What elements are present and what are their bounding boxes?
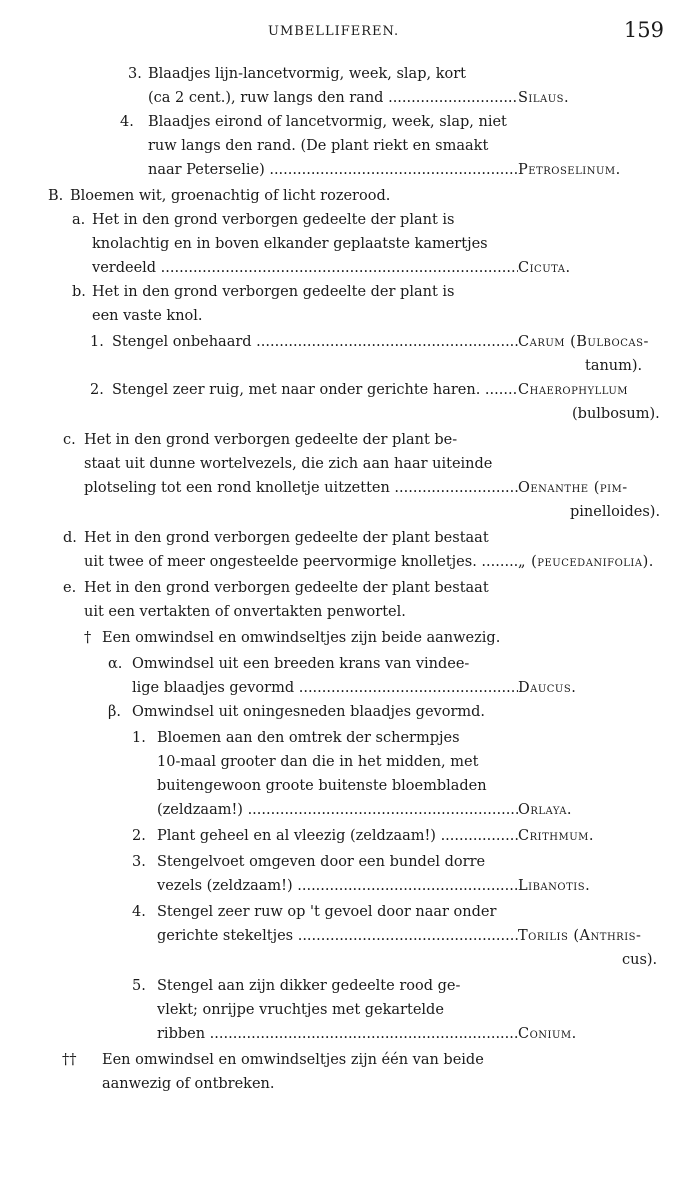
genus-name: Conium. <box>518 1026 577 1042</box>
key-line-text: Het in den grond verborgen gedeelte der plant be- <box>84 432 458 448</box>
genus-name: Oenanthe (pim- <box>518 480 628 496</box>
key-line-text-wrap <box>84 476 518 500</box>
key-line <box>0 600 678 624</box>
dot-leader <box>265 162 518 178</box>
genus-name: Cicuta. <box>518 260 571 276</box>
key-line <box>0 184 678 208</box>
key-line <box>0 774 678 798</box>
key-line <box>0 280 678 304</box>
key-item-label: α. <box>108 656 123 672</box>
key-line <box>0 700 678 724</box>
key-line-text-wrap <box>157 774 525 798</box>
key-item-label: 2. <box>132 828 146 844</box>
genus-name: Petroselinum. <box>518 162 621 178</box>
genus-continuation: (bulbosum). <box>572 406 660 422</box>
key-line <box>0 378 678 402</box>
key-line <box>0 256 678 280</box>
key-line-text: verdeeld <box>92 260 157 276</box>
key-item-label: 5. <box>132 978 146 994</box>
key-line <box>0 110 678 134</box>
key-line <box>0 998 678 1022</box>
key-line-text-wrap <box>92 304 525 328</box>
key-line-text: vlekt; onrijpe vruchtjes met gekartelde <box>157 1002 444 1018</box>
dot-leader <box>477 554 518 570</box>
key-line-text: Omwindsel uit oningesneden blaadjes gevormd. <box>132 704 486 720</box>
key-line-text: 10-maal grooter dan die in het midden, met <box>157 754 479 770</box>
key-line-text-wrap <box>102 626 525 650</box>
key-line-text-wrap <box>148 62 525 86</box>
key-line <box>0 402 678 426</box>
key-item-label: 1. <box>90 334 104 350</box>
key-line-text: Stengel onbehaard <box>112 334 252 350</box>
key-line <box>0 626 678 650</box>
key-line-text: uit twee of meer ongesteelde peervormige knolletjes. <box>84 554 477 570</box>
key-line <box>0 452 678 476</box>
key-item-label: †† <box>62 1052 77 1068</box>
key-line-text-wrap <box>157 974 525 998</box>
key-item-label: 3. <box>132 854 146 870</box>
key-line-text: ruw langs den rand. (De plant riekt en smaakt <box>148 138 489 154</box>
key-line-text-wrap <box>92 232 525 256</box>
dot-leader <box>294 680 518 696</box>
page-number: 159 <box>623 18 664 42</box>
key-line-text-wrap <box>84 600 525 624</box>
genus-continuation: cus). <box>622 952 658 968</box>
key-line <box>0 500 678 524</box>
key-line-text-wrap <box>92 280 525 304</box>
key-line-text-wrap <box>148 110 525 134</box>
key-line <box>0 974 678 998</box>
key-line-text-wrap <box>132 676 518 700</box>
running-title: UMBELLIFEREN. <box>268 24 400 39</box>
genus-name: Chaerophyllum <box>518 382 629 398</box>
key-line-text: Een omwindsel en omwindseltjes zijn één van beide <box>102 1052 484 1068</box>
genus-continuation: tanum). <box>585 358 643 374</box>
key-line-text-wrap <box>84 526 525 550</box>
key-line-text-wrap <box>84 550 518 574</box>
dot-leader <box>293 928 518 944</box>
key-line-text-wrap <box>92 208 525 232</box>
key-line-text-wrap <box>157 798 518 822</box>
key-line <box>0 476 678 500</box>
key-line <box>0 1072 678 1096</box>
key-line-text-wrap <box>157 750 525 774</box>
key-line-text-wrap <box>102 1048 525 1072</box>
genus-name: Orlaya. <box>518 802 573 818</box>
key-line <box>0 134 678 158</box>
key-line-text: Het in den grond verborgen gedeelte der plant bestaat <box>84 580 489 596</box>
key-item-label: a. <box>72 212 86 228</box>
key-line-text-wrap <box>157 998 525 1022</box>
key-line-text: Blaadjes eirond of lancetvormig, week, slap, niet <box>148 114 507 130</box>
key-line <box>0 924 678 948</box>
key-line <box>0 576 678 600</box>
key-line-text: vezels (zeldzaam!) <box>157 878 293 894</box>
key-line-text-wrap <box>70 184 440 208</box>
key-line-text: Het in den grond verborgen gedeelte der plant is <box>92 212 455 228</box>
dot-leader <box>390 480 518 496</box>
key-item-label: b. <box>72 284 86 300</box>
key-line-text: plotseling tot een rond knolletje uitzetten <box>84 480 390 496</box>
key-line-text: gerichte stekeltjes <box>157 928 294 944</box>
key-line <box>0 798 678 822</box>
dot-leader <box>252 334 518 350</box>
genus-name: Torilis (Anthris- <box>518 928 642 944</box>
key-line-text-wrap <box>157 924 518 948</box>
key-line <box>0 428 678 452</box>
key-line <box>0 86 678 110</box>
key-line <box>0 1048 678 1072</box>
key-line-text-wrap <box>102 1072 525 1096</box>
key-line-text-wrap <box>84 576 525 600</box>
dot-leader <box>480 382 518 398</box>
key-line-text: uit een vertakten of onvertakten penwortel. <box>84 604 406 620</box>
key-item-label: 1. <box>132 730 146 746</box>
genus-name: Crithmum. <box>518 828 594 844</box>
key-line-text-wrap <box>148 134 525 158</box>
key-line-text: staat uit dunne wortelvezels, die zich aan haar uiteinde <box>84 456 493 472</box>
genus-name: Carum (Bulbocas- <box>518 334 649 350</box>
key-line-text: buitengewoon groote buitenste bloembladen <box>157 778 487 794</box>
key-line <box>0 62 678 86</box>
key-item-label: 3. <box>128 66 142 82</box>
key-item-label: B. <box>48 188 64 204</box>
key-line-text: een vaste knol. <box>92 308 203 324</box>
key-line-text-wrap <box>157 824 518 848</box>
key-line <box>0 726 678 750</box>
genus-continuation: pinelloides). <box>570 504 661 520</box>
dot-leader <box>383 90 518 106</box>
key-item-label: 2. <box>90 382 104 398</box>
key-line-text: Het in den grond verborgen gedeelte der plant bestaat <box>84 530 489 546</box>
key-line <box>0 208 678 232</box>
key-line <box>0 874 678 898</box>
key-line-text-wrap <box>157 1022 518 1046</box>
key-line-text: (zeldzaam!) <box>157 802 243 818</box>
key-line <box>0 354 678 378</box>
key-item-label: 4. <box>120 114 134 130</box>
key-line <box>0 330 678 354</box>
key-line-text: Een omwindsel en omwindseltjes zijn beide aanwezig. <box>102 630 501 646</box>
genus-name: Silaus. <box>518 90 570 106</box>
key-line-text: knolachtig en in boven elkander geplaatste kamertjes <box>92 236 488 252</box>
key-line-text-wrap <box>84 452 525 476</box>
key-line-text: Bloemen aan den omtrek der schermpjes <box>157 730 460 746</box>
dot-leader <box>205 1026 518 1042</box>
key-line <box>0 304 678 328</box>
key-line <box>0 676 678 700</box>
key-line-text: Plant geheel en al vleezig (zeldzaam!) <box>157 828 436 844</box>
key-line-text-wrap <box>84 428 525 452</box>
key-line <box>0 948 678 972</box>
dot-leader <box>293 878 518 894</box>
genus-name: Libanotis. <box>518 878 591 894</box>
key-item-label: d. <box>63 530 77 546</box>
page-header <box>0 18 678 48</box>
key-item-label: 4. <box>132 904 146 920</box>
key-line-text-wrap <box>148 158 518 182</box>
key-line-text: Bloemen wit, groenachtig of licht rozerood. <box>70 188 391 204</box>
key-line-text: Omwindsel uit een breeden krans van vindee- <box>132 656 470 672</box>
key-line-text-wrap <box>157 850 525 874</box>
genus-name: „ (peucedanifolia). <box>518 554 654 570</box>
key-line <box>0 1022 678 1046</box>
key-line-text: (ca 2 cent.), ruw langs den rand <box>148 90 384 106</box>
key-item-label: β. <box>108 704 121 720</box>
key-item-label: c. <box>63 432 76 448</box>
key-line-text-wrap <box>92 256 518 280</box>
key-line-text-wrap <box>132 652 525 676</box>
genus-name: Daucus. <box>518 680 577 696</box>
dot-leader <box>436 828 518 844</box>
key-line <box>0 652 678 676</box>
key-line-text-wrap <box>112 330 518 354</box>
key-item-label: e. <box>63 580 77 596</box>
key-line-text-wrap <box>132 700 525 724</box>
key-item-label: † <box>84 630 92 646</box>
key-line <box>0 550 678 574</box>
key-line <box>0 526 678 550</box>
key-line-text-wrap <box>148 86 518 110</box>
key-line-text: ribben <box>157 1026 206 1042</box>
key-line-text-wrap <box>157 900 525 924</box>
key-line-text-wrap <box>157 874 518 898</box>
key-line-text: aanwezig of ontbreken. <box>102 1076 275 1092</box>
key-line <box>0 824 678 848</box>
key-line-text: Het in den grond verborgen gedeelte der plant is <box>92 284 455 300</box>
key-line <box>0 850 678 874</box>
key-line-text: Blaadjes lijn-lancetvormig, week, slap, kort <box>148 66 466 82</box>
key-line <box>0 232 678 256</box>
key-line <box>0 900 678 924</box>
key-line <box>0 750 678 774</box>
key-line <box>0 158 678 182</box>
key-line-text: Stengel aan zijn dikker gedeelte rood ge- <box>157 978 461 994</box>
key-line-text: lige blaadjes gevormd <box>132 680 295 696</box>
key-line-text-wrap <box>112 378 518 402</box>
key-line-text: Stengel zeer ruig, met naar onder gerichte haren. <box>112 382 481 398</box>
dot-leader <box>243 802 518 818</box>
key-line-text: naar Peterselie) <box>148 162 265 178</box>
key-line-text: Stengel zeer ruw op 't gevoel door naar onder <box>157 904 497 920</box>
dot-leader <box>156 260 518 276</box>
key-line-text-wrap <box>157 726 525 750</box>
key-line-text: Stengelvoet omgeven door een bundel dorre <box>157 854 486 870</box>
